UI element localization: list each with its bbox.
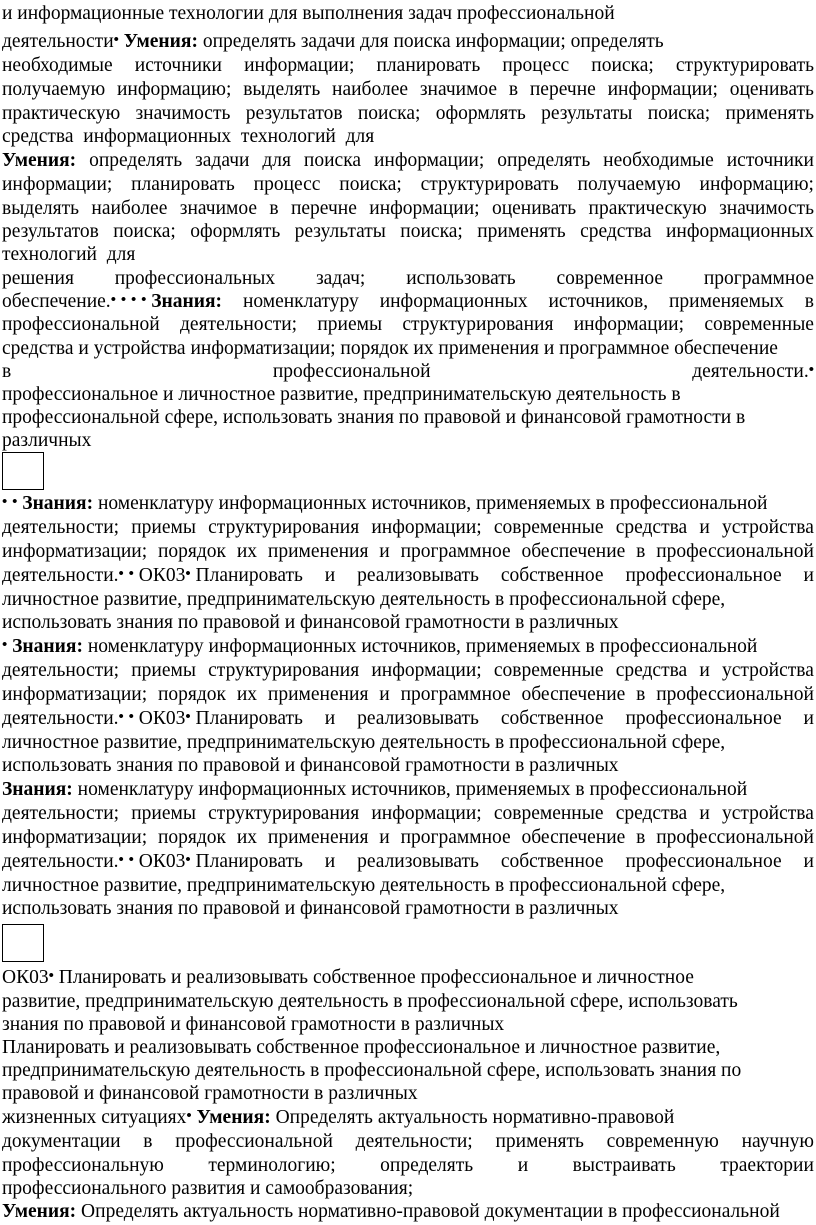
text: структурирования [208, 803, 360, 824]
text-line [2, 337, 778, 360]
bullet-icon: • [185, 566, 191, 582]
text: профессиональной сфере, использовать знания по правовой и финансовой грамотности в [2, 407, 746, 428]
text: в [269, 198, 279, 219]
text-line [2, 966, 694, 991]
text: ОК03 [138, 565, 186, 586]
label-znaniya: Знания: [12, 636, 83, 657]
text: профессиональную [2, 1155, 164, 1176]
text: собственное [500, 708, 604, 729]
text: результатов [245, 103, 343, 124]
text: устройства [722, 803, 814, 824]
text: деятельности; [2, 660, 120, 681]
text: Определять актуальность нормативно-правовой [270, 1107, 675, 1128]
text: программное [400, 827, 511, 848]
label-umeniya: Умения: [123, 31, 198, 52]
text: перечне [529, 79, 596, 100]
text: деятельности; [2, 803, 120, 824]
text: различных [2, 430, 92, 451]
text: применять [477, 221, 566, 242]
text-line [2, 102, 814, 125]
text: оформлять [190, 221, 281, 242]
text: профессиональных [114, 268, 276, 289]
text: и [379, 541, 390, 562]
bullet-icon: • [141, 292, 147, 308]
text: терминологию; [208, 1155, 336, 1176]
text-line [2, 1177, 413, 1200]
text-line [2, 149, 814, 172]
text-line [2, 1013, 504, 1036]
text: их [236, 827, 258, 848]
text-line [2, 707, 814, 732]
text: выделять [243, 79, 321, 100]
text-line [2, 54, 814, 77]
text-line [2, 173, 814, 196]
text: устройства [722, 517, 814, 538]
text: и [324, 708, 336, 729]
label-umeniya: Умения: [2, 1201, 77, 1222]
text-line [2, 1130, 814, 1153]
text: и [803, 565, 814, 586]
text: и [699, 660, 710, 681]
text: в [2, 361, 12, 382]
text-line [2, 125, 374, 148]
text: использовать знания по правовой и финансовой грамотности в различных [2, 898, 619, 919]
text: информации; [244, 55, 355, 76]
text-line [2, 1036, 720, 1059]
text: результаты [294, 221, 386, 242]
text: современное [556, 268, 664, 289]
bullet-icon: • [48, 968, 54, 984]
text: информации; [371, 803, 482, 824]
text: современную [606, 1131, 719, 1152]
text-line [2, 897, 619, 920]
text: профессиональное [625, 708, 782, 729]
text: личностное развитие, предпринимательскую деятельность в профессиональной сфере, [2, 732, 726, 753]
text: значимое [179, 198, 257, 219]
bullet-icon: • [120, 292, 127, 308]
text-line [2, 78, 814, 101]
text-line [2, 611, 619, 634]
text: практическую [2, 103, 121, 124]
text: наиболее [332, 79, 409, 100]
text: получаемую [2, 79, 106, 100]
text: и [379, 684, 390, 705]
text: научную [741, 1131, 814, 1152]
text: применяемых [669, 291, 784, 312]
text: поиска; [591, 55, 654, 76]
text: структурирования [208, 660, 360, 681]
text-line [2, 564, 814, 589]
bullet-icon: • [185, 852, 191, 868]
bullet-icon: • [12, 494, 18, 510]
text: в [636, 541, 646, 562]
text-line [2, 516, 814, 539]
text: Планировать [195, 851, 303, 872]
text: в [636, 827, 646, 848]
text: источников, [548, 291, 649, 312]
text: определять [89, 150, 183, 171]
text: современные [704, 314, 814, 335]
text-line [2, 778, 747, 801]
text: и [324, 851, 336, 872]
bullet-icon: • [113, 32, 119, 48]
text: наиболее [91, 198, 168, 219]
text: реализовывать [357, 708, 479, 729]
text: информационных [379, 291, 528, 312]
text: деятельности [2, 31, 114, 52]
text: приемы [131, 517, 196, 538]
text: развитие, предпринимательскую деятельность в профессиональной сфере, использовать [2, 991, 738, 1012]
bullet-icon: • [128, 852, 134, 868]
text: оценивать [491, 198, 577, 219]
text: планировать [131, 174, 235, 195]
text: устройства [722, 660, 814, 681]
text: Определять актуальность нормативно-правовой документации в профессиональной [76, 1201, 780, 1222]
text: личностное развитие, предпринимательскую деятельность в профессиональной сфере, [2, 875, 726, 896]
text: поиска [303, 150, 362, 171]
text: и информационные технологии для выполнения задач профессиональной [2, 3, 615, 24]
text: информатизации; [2, 684, 148, 705]
text: информатизации; [2, 541, 148, 562]
text: документации [2, 1131, 121, 1152]
text: знания по правовой и финансовой грамотности в различных [2, 1014, 505, 1035]
text: применения [267, 541, 369, 562]
text: и [803, 851, 814, 872]
text: результаты [541, 103, 633, 124]
text: программное [400, 684, 511, 705]
text-line [2, 406, 745, 429]
text: средства [580, 221, 652, 242]
text: предпринимательскую деятельность в профессиональной сфере, использовать знания по [2, 1060, 742, 1081]
text: собственное [500, 851, 604, 872]
text-line [2, 659, 814, 682]
text: поиска; [339, 174, 402, 195]
text: применения [267, 684, 369, 705]
text: средства и устройства информатизации; порядок их применения и программное обеспечение [2, 338, 778, 359]
text-line [2, 492, 768, 517]
text: информацию; [116, 79, 232, 100]
text: деятельности. [692, 361, 809, 382]
text-line [2, 754, 619, 777]
text-line [2, 1082, 418, 1105]
text: информации; [573, 314, 685, 335]
text-line [2, 1154, 814, 1177]
text-line [2, 383, 681, 406]
text-line [2, 220, 814, 243]
text: использовать знания по правовой и финансовой грамотности в различных [2, 612, 619, 633]
text: деятельности. [2, 851, 119, 872]
text-line [2, 1059, 741, 1082]
text: структурировать [420, 174, 559, 195]
text: решения [2, 268, 74, 289]
bullet-icon: • [2, 637, 8, 653]
text: необходимые [2, 55, 113, 76]
bullet-icon: • [2, 494, 8, 510]
text: задач; [315, 268, 366, 289]
text: профессиональной [656, 827, 814, 848]
label-znaniya: Знания: [151, 291, 223, 312]
text: профессиональной [656, 684, 814, 705]
text-line [2, 197, 814, 220]
text-line [2, 360, 814, 385]
text: номенклатуру информационных источников, применяемых в профессиональной [93, 493, 768, 514]
text: значимость [719, 198, 814, 219]
text-line [2, 1106, 674, 1131]
text: профессиональное [625, 565, 782, 586]
text: деятельности. [2, 708, 119, 729]
label-znaniya: Знания: [22, 493, 94, 514]
text: оформлять [435, 103, 526, 124]
text: необходимые [603, 150, 714, 171]
text: планировать [376, 55, 481, 76]
text: средства [615, 660, 688, 681]
text: источники [726, 150, 814, 171]
text: информации; [369, 198, 480, 219]
text: применять [725, 103, 814, 124]
text-line [2, 267, 814, 290]
text: определять [497, 150, 591, 171]
text: выделять [2, 198, 80, 219]
text: оценивать [729, 79, 814, 100]
text: в [508, 79, 519, 100]
bullet-icon: • [185, 709, 191, 725]
text: применять [495, 1131, 584, 1152]
text: информации; [371, 517, 482, 538]
text: номенклатуру [242, 291, 359, 312]
bullet-icon: • [118, 709, 124, 725]
text-line [2, 826, 814, 849]
text: профессиональной [2, 314, 160, 335]
bullet-icon: • [130, 292, 137, 308]
text: в [804, 291, 814, 312]
text: профессиональной [656, 541, 814, 562]
text-line [2, 588, 725, 611]
label-znaniya: Знания: [2, 779, 73, 800]
text: поиска; [113, 221, 176, 242]
text: обеспечение. [2, 291, 111, 312]
text: деятельности; [180, 314, 298, 335]
text: значимость [135, 103, 231, 124]
text: порядок [157, 827, 227, 848]
text: ОК03 [138, 708, 186, 729]
text: ОК03 [2, 967, 49, 988]
text: их [236, 684, 258, 705]
text: определять задачи для поиска информации; определять [197, 31, 664, 52]
text: источники [134, 55, 222, 76]
text: информационных [666, 221, 814, 242]
text: практическую [588, 198, 707, 219]
text: номенклатуру информационных источников, применяемых в профессиональной [82, 636, 758, 657]
text: профессиональной [272, 361, 431, 382]
text: деятельности; [2, 517, 120, 538]
text: определять [380, 1155, 474, 1176]
text: их [236, 541, 258, 562]
text-line [2, 540, 814, 563]
text: информации; [2, 174, 113, 195]
text-line [2, 850, 814, 875]
text: средства [615, 517, 688, 538]
text: приемы [317, 314, 383, 335]
text: структурирования [208, 517, 360, 538]
text: номенклатуру информационных источников, применяемых в профессиональной [72, 779, 748, 800]
text: процесс [253, 174, 321, 195]
text: траектории [720, 1155, 814, 1176]
text: выстраивать [572, 1155, 676, 1176]
text: перечне [290, 198, 357, 219]
empty-box [2, 924, 44, 962]
text: поиска; [400, 221, 463, 242]
bullet-icon: • [128, 709, 134, 725]
bullet-icon: • [110, 292, 116, 308]
empty-box [2, 452, 44, 490]
text: в [143, 1131, 153, 1152]
text: структурировать [675, 55, 814, 76]
text-line [2, 1200, 780, 1223]
text-line [2, 429, 91, 452]
text-line [2, 2, 615, 25]
bullet-icon: • [118, 566, 124, 582]
text: использовать [406, 268, 516, 289]
text: информации; [371, 660, 482, 681]
text: личностное развитие, предпринимательскую деятельность в профессиональной сфере, [2, 589, 726, 610]
text: Планировать [195, 565, 303, 586]
text: профессиональное [625, 851, 782, 872]
text-line [2, 990, 738, 1013]
text: профессиональное и личностное развитие, предпринимательскую деятельность в [2, 384, 681, 405]
text: реализовывать [357, 851, 479, 872]
text-line [2, 874, 725, 897]
text-line [2, 731, 725, 754]
bullet-icon: • [118, 852, 124, 868]
text: порядок [157, 684, 227, 705]
text: значимое [419, 79, 498, 100]
text-line [2, 290, 814, 315]
label-umeniya: Умения: [2, 150, 77, 171]
text: и [379, 827, 390, 848]
label-umeniya: Умения: [196, 1107, 271, 1128]
text: современные [493, 517, 604, 538]
text: деятельности; [355, 1131, 473, 1152]
text: Планировать и реализовывать собственное профессиональное и личностное развитие, [2, 1037, 721, 1058]
text: реализовывать [357, 565, 479, 586]
text: приемы [131, 660, 196, 681]
text-line [2, 243, 135, 266]
text: получаемую [577, 174, 681, 195]
text: Планировать и реализовывать собственное профессиональное и личностное [58, 967, 694, 988]
text: профессионального развития и самообразования; [2, 1178, 414, 1199]
bullet-icon: • [808, 362, 814, 378]
bullet-icon: • [186, 1108, 192, 1124]
text: программное [703, 268, 814, 289]
text-line [2, 313, 814, 336]
text: ОК03 [138, 851, 186, 872]
text: и [517, 1155, 529, 1176]
text: Планировать [195, 708, 303, 729]
text: порядок [157, 541, 227, 562]
text-line [2, 635, 757, 660]
text: применения [267, 827, 369, 848]
text: профессиональной [175, 1131, 333, 1152]
text: результатов [2, 221, 99, 242]
text: информации; [607, 79, 718, 100]
text: информатизации; [2, 827, 148, 848]
text: жизненных ситуациях [2, 1107, 187, 1128]
bullet-icon: • [128, 566, 134, 582]
text: использовать знания по правовой и финансовой грамотности в различных [2, 755, 619, 776]
text: задачи [195, 150, 250, 171]
text: для [262, 150, 291, 171]
text: собственное [500, 565, 604, 586]
text: процесс [502, 55, 570, 76]
text-line [2, 30, 664, 55]
text: информации; [373, 150, 485, 171]
text: технологий для [2, 244, 136, 265]
text: и [324, 565, 336, 586]
text: приемы [131, 803, 196, 824]
text: средства [615, 803, 688, 824]
text: правовой и финансовой грамотности в различных [2, 1083, 418, 1104]
text-line [2, 683, 814, 706]
text: и [803, 708, 814, 729]
text: в [636, 684, 646, 705]
text: поиска; [647, 103, 711, 124]
text: и [699, 517, 710, 538]
text: средства информационных технологий для [2, 126, 375, 147]
text-line [2, 802, 814, 825]
text: деятельности. [2, 565, 119, 586]
text: структурирования [402, 314, 554, 335]
text: обеспечение [521, 541, 626, 562]
text: обеспечение [521, 684, 626, 705]
text: и [699, 803, 710, 824]
text: информацию; [699, 174, 814, 195]
text: современные [493, 803, 604, 824]
text: современные [493, 660, 604, 681]
text: программное [400, 541, 511, 562]
text: обеспечение [521, 827, 626, 848]
text: поиска; [357, 103, 421, 124]
